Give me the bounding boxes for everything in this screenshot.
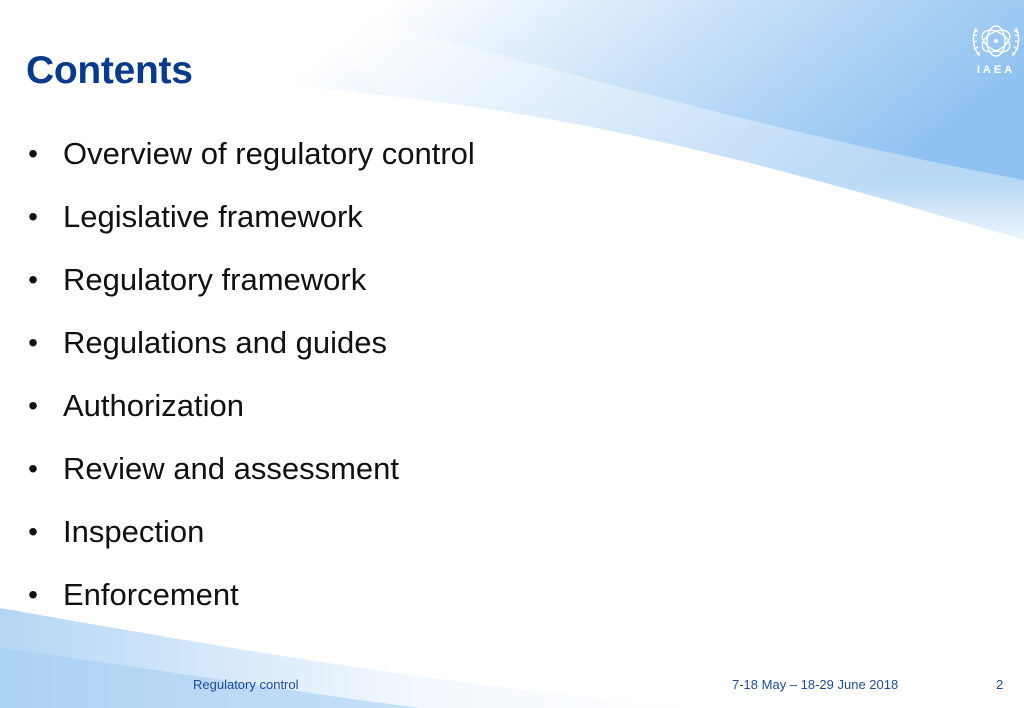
- list-item-label: Review and assessment: [63, 451, 399, 486]
- contents-list: [26, 128, 475, 632]
- list-item-label: Overview of regulatory control: [63, 136, 475, 171]
- bullet-icon: •: [28, 201, 38, 232]
- list-item: [26, 128, 475, 191]
- list-item: [26, 191, 475, 254]
- logo-text: IAEA: [976, 64, 1016, 76]
- bullet-icon: •: [28, 453, 38, 484]
- list-item: [26, 317, 475, 380]
- list-item-label: Regulations and guides: [63, 325, 388, 360]
- footer-date: 7-18 May – 18-29 June 2018: [732, 677, 899, 692]
- footer-title: Regulatory control: [193, 677, 299, 692]
- iaea-logo: [968, 22, 1024, 82]
- list-item: [26, 569, 475, 632]
- list-item-label: Inspection: [63, 514, 205, 549]
- iaea-atom-logo-icon: [968, 22, 1024, 62]
- bullet-icon: •: [28, 264, 38, 295]
- list-item-label: Legislative framework: [63, 199, 363, 234]
- list-item: [26, 254, 475, 317]
- list-item: [26, 443, 475, 506]
- bullet-icon: •: [28, 579, 38, 610]
- list-item: [26, 506, 475, 569]
- bullet-icon: •: [28, 516, 38, 547]
- list-item-label: Regulatory framework: [63, 262, 367, 297]
- slide-title: Contents: [26, 49, 193, 92]
- list-item: [26, 380, 475, 443]
- bullet-icon: •: [28, 327, 38, 358]
- bullet-icon: •: [28, 138, 38, 169]
- list-item-label: Enforcement: [63, 577, 239, 612]
- bullet-icon: •: [28, 390, 38, 421]
- list-item-label: Authorization: [63, 388, 244, 423]
- page-number: 2: [996, 677, 1004, 692]
